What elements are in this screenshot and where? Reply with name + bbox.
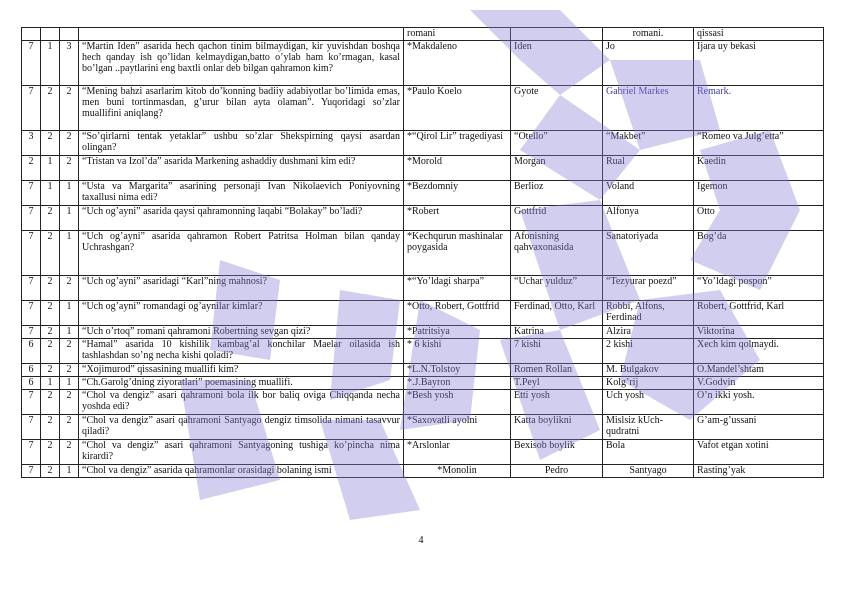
type-cell: 1 (60, 377, 79, 390)
col-option-2 (511, 28, 603, 41)
option-2-cell: Romen Rollan (511, 364, 603, 377)
page-number: 4 (418, 535, 424, 546)
level-cell: 7 (22, 86, 41, 131)
type-cell: 1 (60, 326, 79, 339)
option-3-cell: Uch yosh (603, 390, 694, 415)
difficulty-cell: 2 (41, 364, 60, 377)
type-cell: 1 (60, 206, 79, 231)
difficulty-cell: 2 (41, 339, 60, 364)
table-row (22, 364, 824, 377)
option-2-cell: Etti yosh (511, 390, 603, 415)
option-2-cell: 7 kishi (511, 339, 603, 364)
level-cell: 7 (22, 181, 41, 206)
header-continuation-row (22, 28, 824, 41)
question-cell: “Tristan va Izol’da” asarida Markening ashaddiy dushmani kim edi? (79, 156, 404, 181)
difficulty-cell: 2 (41, 86, 60, 131)
difficulty-cell: 2 (41, 326, 60, 339)
col-option-1: romani (404, 28, 511, 41)
question-cell: “Xojimurod” qissasining muallifi kim? (79, 364, 404, 377)
option-3-cell: M. Bulgakov (603, 364, 694, 377)
answer-correct-cell: *Morold (404, 156, 511, 181)
difficulty-cell: 2 (41, 390, 60, 415)
table-row (22, 156, 824, 181)
option-4-cell: “Yo’ldagi pospon” (694, 276, 824, 301)
type-cell: 2 (60, 131, 79, 156)
answer-correct-cell: *Paulo Koelo (404, 86, 511, 131)
table-row (22, 377, 824, 390)
option-4-cell: Vafot etgan xotini (694, 440, 824, 465)
difficulty-cell: 2 (41, 131, 60, 156)
col-option-3: romani. (603, 28, 694, 41)
type-cell: 2 (60, 364, 79, 377)
type-cell: 1 (60, 231, 79, 276)
option-3-cell: Gabriel Markes (603, 86, 694, 131)
option-4-cell: “Romeo va Julg’etta” (694, 131, 824, 156)
level-cell: 7 (22, 301, 41, 326)
question-cell: “Mening bahzi asarlarim kitob do’konning badiiy adabiyotlar bo’limida emas, men buni tortinmasdan, g’urur bilan ayta olaman”. Yuqoridagi so’zlar muallifini aniqlang? (79, 86, 404, 131)
level-cell: 3 (22, 131, 41, 156)
difficulty-cell: 1 (41, 41, 60, 86)
option-2-cell: Gyote (511, 86, 603, 131)
option-3-cell: Alzira (603, 326, 694, 339)
level-cell: 7 (22, 440, 41, 465)
answer-correct-cell: *Kechqurun mashinalar poygasida (404, 231, 511, 276)
option-3-cell: Sanatoriyada (603, 231, 694, 276)
table-row (22, 86, 824, 131)
difficulty-cell: 2 (41, 231, 60, 276)
table-row (22, 301, 824, 326)
question-cell: “Uch o’rtoq” romani qahramoni Robertning sevgan qizi? (79, 326, 404, 339)
option-2-cell: “Otello” (511, 131, 603, 156)
option-3-cell: Santyago (603, 465, 694, 478)
type-cell: 1 (60, 181, 79, 206)
table-row (22, 181, 824, 206)
table-row (22, 276, 824, 301)
level-cell: 7 (22, 465, 41, 478)
table-row (22, 131, 824, 156)
level-cell: 7 (22, 231, 41, 276)
option-2-cell: Iden (511, 41, 603, 86)
type-cell: 2 (60, 156, 79, 181)
table-row (22, 390, 824, 415)
difficulty-cell: 2 (41, 276, 60, 301)
difficulty-cell: 2 (41, 415, 60, 440)
type-cell: 2 (60, 390, 79, 415)
difficulty-cell: 2 (41, 206, 60, 231)
level-cell: 6 (22, 377, 41, 390)
option-2-cell: Ferdinad, Otto, Karl (511, 301, 603, 326)
type-cell: 2 (60, 440, 79, 465)
level-cell: 7 (22, 206, 41, 231)
option-4-cell: O’n ikki yosh. (694, 390, 824, 415)
level-cell: 7 (22, 41, 41, 86)
option-4-cell: Robert, Gottfrid, Karl (694, 301, 824, 326)
option-4-cell: Kaedin (694, 156, 824, 181)
option-3-cell: 2 kishi (603, 339, 694, 364)
col-a (22, 28, 41, 41)
option-4-cell: V.Godvin (694, 377, 824, 390)
option-4-cell: Xech kim qolmaydi. (694, 339, 824, 364)
col-option-4: qissasi (694, 28, 824, 41)
question-cell: “Chol va dengiz” asari qahramoni Santyagoning tushiga ko’pincha nima kirardi? (79, 440, 404, 465)
option-3-cell: Rual (603, 156, 694, 181)
level-cell: 7 (22, 276, 41, 301)
level-cell: 2 (22, 156, 41, 181)
level-cell: 7 (22, 415, 41, 440)
option-2-cell: Katta boylikni (511, 415, 603, 440)
option-4-cell: Rasting’yak (694, 465, 824, 478)
option-2-cell: Morgan (511, 156, 603, 181)
answer-correct-cell: *Makdaleno (404, 41, 511, 86)
option-2-cell: Berlioz (511, 181, 603, 206)
option-2-cell: T.Peyl (511, 377, 603, 390)
table-row (22, 231, 824, 276)
type-cell: 1 (60, 301, 79, 326)
answer-correct-cell: *Bezdomniy (404, 181, 511, 206)
difficulty-cell: 1 (41, 156, 60, 181)
option-3-cell: Robbi, Alfons, Ferdinad (603, 301, 694, 326)
option-3-cell: Mislsiz kUch-qudratni (603, 415, 694, 440)
difficulty-cell: 1 (41, 377, 60, 390)
option-2-cell: Gottfrid (511, 206, 603, 231)
table-row (22, 41, 824, 86)
option-4-cell: Igemon (694, 181, 824, 206)
option-3-cell: Jo (603, 41, 694, 86)
option-3-cell: Bola (603, 440, 694, 465)
type-cell: 3 (60, 41, 79, 86)
question-cell: “Uch og’ayni” asaridagi “Karl”ning mahnosi? (79, 276, 404, 301)
option-2-cell: Bexisob boylik (511, 440, 603, 465)
type-cell: 2 (60, 86, 79, 131)
option-4-cell: Otto (694, 206, 824, 231)
option-3-cell: Voland (603, 181, 694, 206)
type-cell: 2 (60, 339, 79, 364)
question-cell: “Uch og’ayni” romandagi og’aynilar kimlar? (79, 301, 404, 326)
option-4-cell: Bog’da (694, 231, 824, 276)
answer-correct-cell: *Arslonlar (404, 440, 511, 465)
option-3-cell: Kolg’rij (603, 377, 694, 390)
difficulty-cell: 2 (41, 301, 60, 326)
type-cell: 1 (60, 465, 79, 478)
level-cell: 7 (22, 390, 41, 415)
answer-correct-cell: * 6 kishi (404, 339, 511, 364)
question-cell: “Chol va dengiz” asari qahramoni bola ilk bor baliq oviga Chiqqanda necha yoshda edi? (79, 390, 404, 415)
option-4-cell: O.Mandel’shtam (694, 364, 824, 377)
level-cell: 6 (22, 339, 41, 364)
option-3-cell: “Makbet” (603, 131, 694, 156)
option-4-cell: Viktorina (694, 326, 824, 339)
option-2-cell: Pedro (511, 465, 603, 478)
question-cell: “Ch.Garolg’dning ziyoratlari” poemasining muallifi. (79, 377, 404, 390)
answer-correct-cell: *Besh yosh (404, 390, 511, 415)
option-4-cell: Remark. (694, 86, 824, 131)
option-3-cell: Alfonya (603, 206, 694, 231)
answer-correct-cell: *“Yo’ldagi sharpa” (404, 276, 511, 301)
question-cell: “Uch og’ayni” asarida qaysi qahramonning laqabi “Bolakay” bo’ladi? (79, 206, 404, 231)
answer-correct-cell: *.J.Bayron (404, 377, 511, 390)
question-cell: “Martin Iden” asarida hech qachon tinim bilmaydigan, kir yuvishdan boshqa hech qanday ish qo’lidan kelmaydigan,batto o’ylab ham ko’rmagan, kasal bo’lgan ..paytlarini eng baxtli onlar deb bilgan qahramon kim? (79, 41, 404, 86)
col-question (79, 28, 404, 41)
answer-correct-cell: *Otto, Robert, Gottfrid (404, 301, 511, 326)
option-2-cell: Afonisning qahvaxonasida (511, 231, 603, 276)
level-cell: 6 (22, 364, 41, 377)
difficulty-cell: 2 (41, 465, 60, 478)
question-cell: “Chol va dengiz” asarida qahramonlar orasidagi bolaning ismi (79, 465, 404, 478)
answer-correct-cell: *L.N.Tolstoy (404, 364, 511, 377)
question-cell: “Chol va dengiz” asari qahramoni Santyago dengiz timsolida nimani tasavvur qiladi? (79, 415, 404, 440)
questions-table (21, 27, 824, 478)
difficulty-cell: 1 (41, 181, 60, 206)
answer-correct-cell: *Monolin (404, 465, 511, 478)
option-2-cell: Katrina (511, 326, 603, 339)
type-cell: 2 (60, 276, 79, 301)
table-row (22, 440, 824, 465)
table-row (22, 465, 824, 478)
type-cell: 2 (60, 415, 79, 440)
option-3-cell: “Tezyurar poezd” (603, 276, 694, 301)
answer-correct-cell: *“Qirol Lir” tragediyasi (404, 131, 511, 156)
col-b (41, 28, 60, 41)
question-cell: “So’qirlarni tentak yetaklar” ushbu so’zlar Shekspirning qaysi asardan olingan? (79, 131, 404, 156)
table-row (22, 326, 824, 339)
table-row (22, 206, 824, 231)
table-row (22, 339, 824, 364)
question-cell: “Usta va Margarita” asarining personaji Ivan Nikolaevich Poniyovning taxallusi nima edi? (79, 181, 404, 206)
answer-correct-cell: *Robert (404, 206, 511, 231)
answer-correct-cell: *Saxovatli ayolni (404, 415, 511, 440)
answer-correct-cell: *Patritsiya (404, 326, 511, 339)
question-cell: “Uch og’ayni” asarida qahramon Robert Patritsa Holman bilan qanday Uchrashgan? (79, 231, 404, 276)
option-4-cell: G’am-g’ussani (694, 415, 824, 440)
col-c (60, 28, 79, 41)
option-4-cell: Ijara uy bekasi (694, 41, 824, 86)
difficulty-cell: 2 (41, 440, 60, 465)
level-cell: 7 (22, 326, 41, 339)
option-2-cell: “Uchar yulduz” (511, 276, 603, 301)
table-row (22, 415, 824, 440)
question-cell: “Hamal” asarida 10 kishilik kambag’al konchilar Maelar oilasida ish tashlashdan so’ng necha kishi qoladi? (79, 339, 404, 364)
